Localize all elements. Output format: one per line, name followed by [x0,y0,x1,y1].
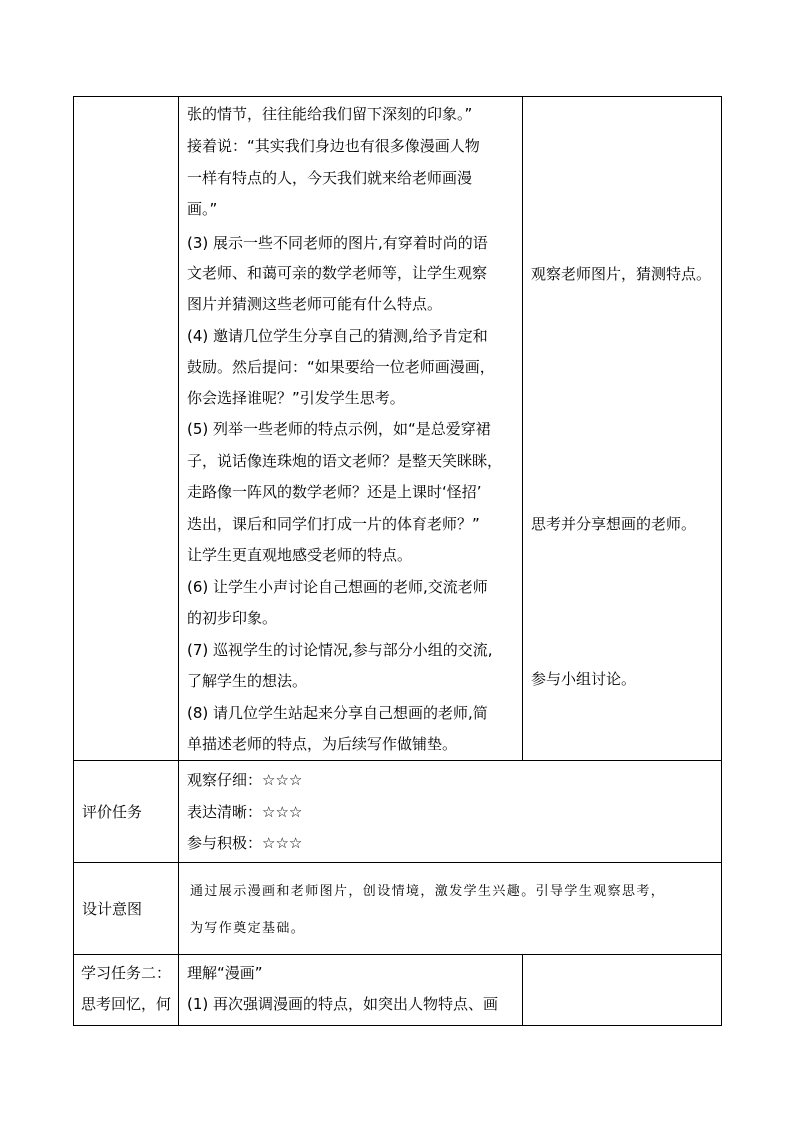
content-line: 张的情节，往往能给我们留下深刻的印象。” [187,105,473,123]
evaluation-item: 观察仔细：☆☆☆ [187,771,303,789]
content-line: (4) 邀请几位学生分享自己的猜测,给予肯定和 [187,327,488,345]
content-line: 单描述老师的特点，为后续写作做铺垫。 [187,735,458,753]
content-line: 走路像一阵风的数学老师？还是上课时‘怪招’ [187,483,482,501]
table-border-bottom [73,1025,722,1026]
table-column-divider-2b [522,955,523,1026]
evaluation-task-label: 评价任务 [82,803,143,821]
content-line: 了解学生的想法。 [187,672,308,690]
table-border-left [73,96,74,1026]
content-line: 画。” [187,200,218,218]
table-column-divider-1 [178,96,179,1026]
table-row-divider-3 [73,954,722,955]
evaluation-item: 参与积极：☆☆☆ [187,834,303,852]
content-line: 迭出，课后和同学们打成一片的体育老师？” [187,515,480,533]
table-border-top [73,96,722,97]
content-line: (7) 巡视学生的讨论情况,参与部分小组的交流, [187,641,493,659]
evaluation-item: 表达清晰：☆☆☆ [187,803,303,821]
content-line: (6) 让学生小声讨论自己想画的老师,交流老师 [187,578,488,596]
content-line: 文老师、和蔼可亲的数学老师等，让学生观察 [187,264,488,282]
content-line: 的初步印象。 [187,609,278,627]
task2-content-line: (1) 再次强调漫画的特点，如突出人物特点、画 [187,995,499,1013]
student-activity: 思考并分享想画的老师。 [531,515,697,533]
table-row-divider-1 [73,760,722,761]
content-line: 你会选择谁呢？”引发学生思考。 [187,389,405,407]
content-line: 让学生更直观地感受老师的特点。 [187,546,413,564]
content-line: 接着说：“其实我们身边也有很多像漫画人物 [187,137,480,155]
content-line: 鼓励。然后提问：“如果要给一位老师画漫画， [187,358,495,376]
content-line: (5) 列举一些老师的特点示例，如“是总爱穿裙 [187,420,491,438]
task2-label-line: 思考回忆，何 [81,995,172,1013]
task2-label-line: 学习任务二： [81,964,172,982]
design-intent-line: 为写作奠定基础。 [190,921,306,936]
table-column-divider-2a [522,96,523,761]
design-intent-line: 通过展示漫画和老师图片，创设情境，激发学生兴趣。引导学生观察思考， [190,884,666,899]
content-line: (3) 展示一些不同老师的图片,有穿着时尚的语 [187,234,488,252]
table-row-divider-2 [73,862,722,863]
student-activity: 观察老师图片，猜测特点。 [531,265,712,283]
student-activity: 参与小组讨论。 [531,670,637,688]
design-intent-label: 设计意图 [82,900,143,918]
content-line: (8) 请几位学生站起来分享自己想画的老师,简 [187,704,488,722]
content-line: 一样有特点的人，今天我们就来给老师画漫 [187,169,473,187]
content-line: 图片并猜测这些老师可能有什么特点。 [187,295,443,313]
content-line: 子，说话像连珠炮的语文老师？是整天笑眯眯， [187,452,503,470]
task2-content-line: 理解“漫画” [187,964,263,982]
table-border-right [721,96,722,1026]
